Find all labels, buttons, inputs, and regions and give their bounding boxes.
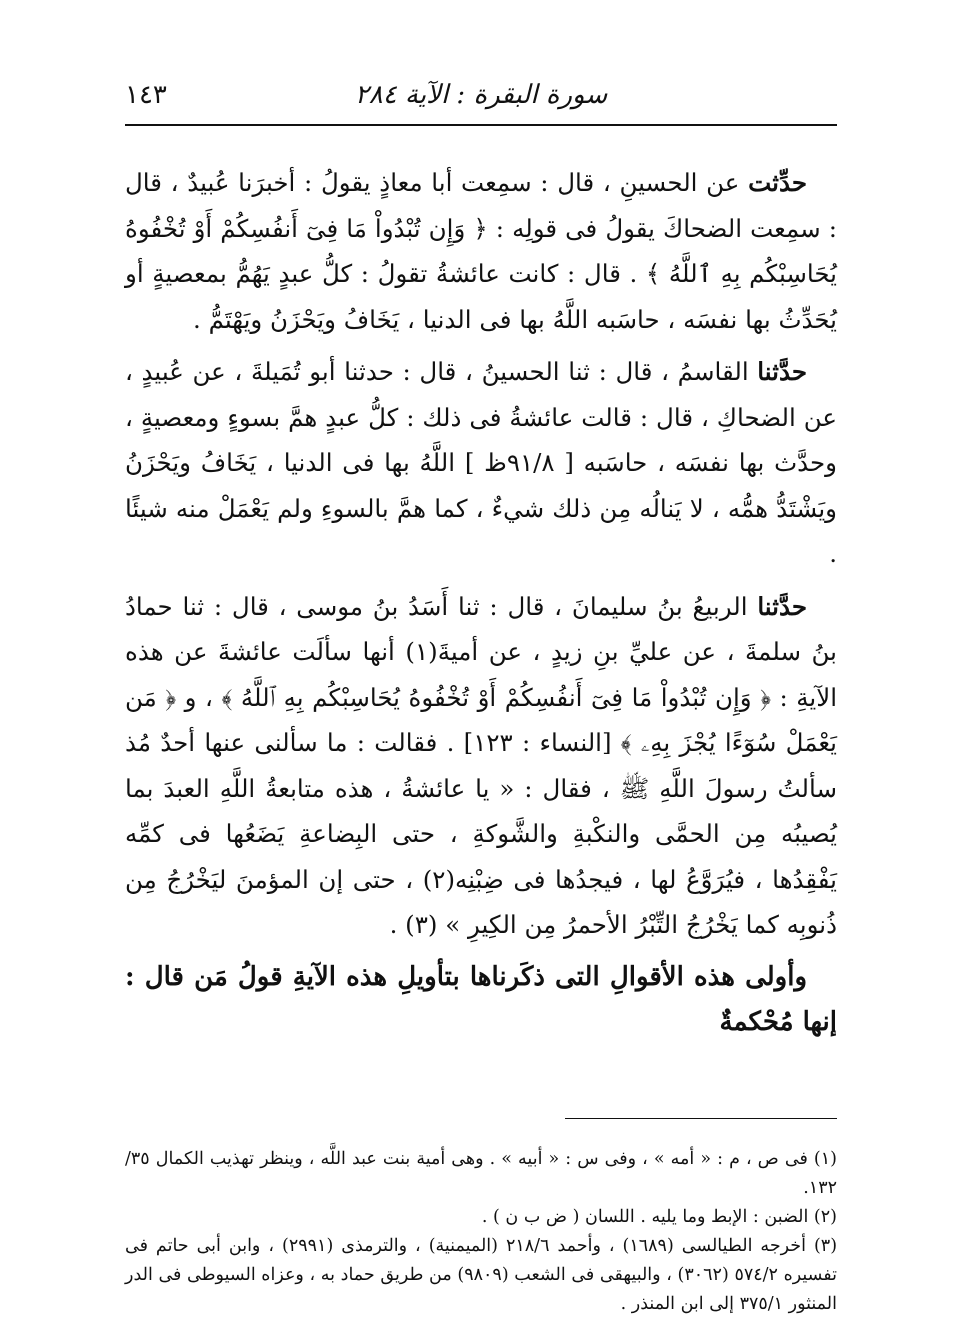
paragraph-3 [125,584,837,948]
paragraph-text: القاسمُ ، قال : ثنا الحسينُ ، قال : حدثنا أبو تُمَيلةَ ، عن عُبيدٍ ، عن الضحاكِ ، قال : قالت عائشةُ فى ذلك : كلُّ عبدٍ همَّ بسوءٍ ومعصيةٍ ، وحدَّث بها نفسَه ، حاسَبه [ ٩١/٨ظ ] اللَّهُ بها فى الدنيا ، يَخَافُ ويَحْزَنُ ويَشْتَدُّ همُّه ، لا يَنالُه مِن ذلك شيءٌ ، كما همَّ بالسوءِ ولم يَعْمَلْ منه شيئًا . [125,357,837,568]
footnote-3: (٣) أخرجه الطيالسى (١٦٨٩) ، وأحمد ٢١٨/٦ (الميمنية) ، والترمذى (٢٩٩١) ، وابن أبى حاتم فى تفسيره ٥٧٤/٢ (٣٠٦٢) ، والبيهقى فى الشعب (٩٨٠٩) من طريق حماد به ، وعزاه السيوطى فى الدر المنثور ٣٧٥/١ إلى ابن المنذر . [125,1236,838,1314]
paragraph-text: الربيعُ بنُ سليمانَ ، قال : ثنا أَسَدُ بنُ موسى ، قال : ثنا حمادُ بنُ سلمةَ ، عن عليِّ بنِ زيدٍ ، عن أميةَ(١) أنها سألَت عائشةَ عن هذه الآيةِ : ﴿ وَإِن تُبْدُواْ مَا فِىٓ أَنفُسِكُمْ أَوْ تُخْفُوهُ يُحَاسِبْكُم بِهِ ٱللَّهُ ﴾ ، و ﴿ مَن يَعْمَلْ سُوٓءًا يُجْزَ بِهِۦ ﴾ [النساء : ١٢٣] . فقالت : ما سألنى عنها أحدٌ مُذ سألتُ رسولَ اللَّهِ ﷺ ، فقال : « يا عائشةُ ، هذه متابعةُ اللَّهِ العبدَ بما يُصيبُه مِن الحمَّى والنكْبةِ والشَّوكةِ ، حتى البِضاعةِ يَضَعُها فى كمِّه يَفْقِدُها ، فيُرَوَّعُ لها ، فيجدُها فى ضِبْنِه(٢) ، حتى إن المؤمنَ ليَخْرُجُ مِن ذُنوبِه كما يَخْرُجُ التِّبْرُ الأحمرُ مِن الكِيرِ » (٣) . [125,591,837,939]
paragraph-1 [125,160,837,342]
running-title: سورة البقرة : الآية ٢٨٤ [354,80,608,110]
footnotes [125,1145,837,1319]
body-text [125,160,837,1046]
footnote-1: (١) فى ص ، م : « أمه » ، وفى س : « أبيه » . وهى أمية بنت عبد اللَّه ، وينظر تهذيب الكمال ٣٥/ ١٣٢. [125,1149,837,1198]
header-rule [125,124,837,126]
paragraph-lead: حدَّثنا [757,357,807,386]
closing-line: وأولى هذه الأقوالِ التى ذكَرناها بتأويلِ هذه الآيةِ قولُ مَن قال : إنها مُحْكمةٌ [125,961,837,1037]
paragraph-lead: حدَّثنا [757,591,807,621]
page-header [125,74,837,114]
footnote-rule [565,1118,837,1119]
footnote-2: (٢) الضبن : الإبط وما يليه . اللسان ( ض ب ن ) . [481,1207,837,1227]
paragraph-text: عن الحسينِ ، قال : سمِعت أبا معاذٍ يقولُ : أخبرَنا عُبيدٌ ، قال : سمِعت الضحاكَ يقولُ فى قولِه : ﴿ وَإِن تُبْدُواْ مَا فِىٓ أَنفُسِكُمْ أَوْ تُخْفُوهُ يُحَاسِبْكُم بِهِ ٱللَّهُ ﴾ . قال : كانت عائشةُ تقولُ : كلُّ عبدٍ يَهُمُّ بمعصيةٍ أو يُحَدِّثُ بها نفسَه ، حاسَبه اللَّهُ بها فى الدنيا ، يَخَافُ ويَحْزَنُ ويَهْتَمُّ . [125,168,837,334]
paragraph-lead: حدِّثت [748,168,807,197]
paragraph-2 [125,349,837,577]
page-number: ١٤٣ [125,80,167,110]
